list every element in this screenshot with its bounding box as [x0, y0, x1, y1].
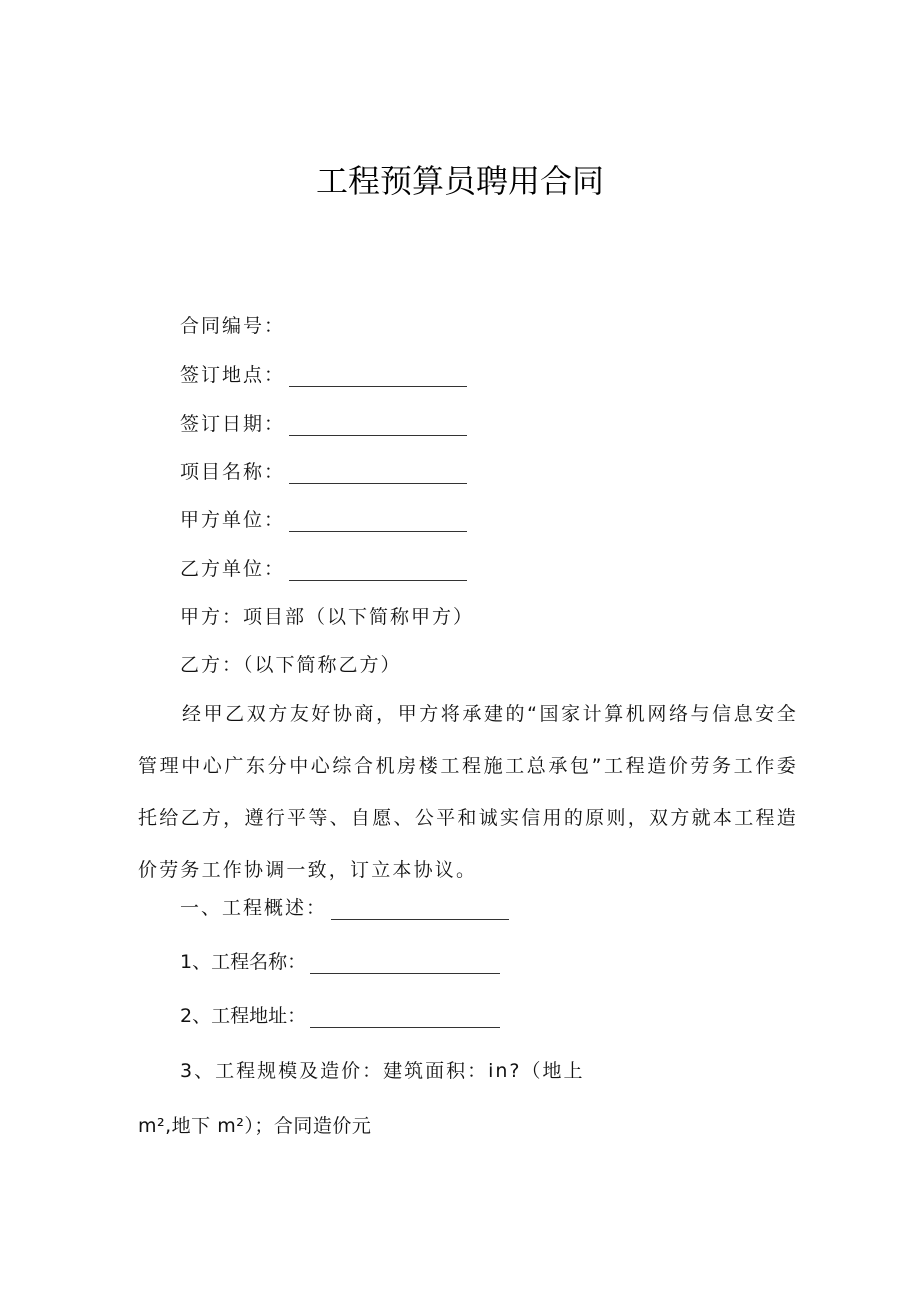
- section-overview-blank: [331, 903, 509, 920]
- party-a-unit-field: [180, 508, 467, 532]
- project-address-item: [180, 1004, 500, 1028]
- project-name-item-label: 1、工程名称：: [180, 951, 307, 973]
- party-b-unit-blank: [289, 564, 467, 581]
- party-b-unit-field: [180, 557, 467, 581]
- intro-paragraph: 经甲乙双方友好协商，甲方将承建的“国家计算机网络与信息安全管理中心广东分中心综合机房楼工程施工总承包”工程造价劳务工作委托给乙方，遵行平等、自愿、公平和诚实信用的原则，双方就本工程造价劳务工作协调一致，订立本协议。: [138, 703, 798, 881]
- party-b-unit-label: 乙方单位：: [180, 558, 286, 580]
- project-scale-item: 3、工程规模及造价：建筑面积：in?（地上: [180, 1060, 585, 1082]
- signing-date-label: 签订日期：: [180, 413, 286, 435]
- project-address-item-blank: [310, 1011, 500, 1028]
- signing-date-field: [180, 412, 467, 436]
- signing-place-label: 签订地点：: [180, 364, 286, 386]
- contract-number-label: 合同编号：: [180, 315, 286, 337]
- project-name-item: [180, 950, 500, 974]
- party-b-statement: 乙方：（以下简称乙方）: [180, 654, 402, 676]
- party-a-statement: 甲方：项目部（以下简称甲方）: [180, 606, 475, 628]
- project-name-item-blank: [310, 957, 500, 974]
- section-overview-heading: 一、工程概述：: [180, 897, 328, 919]
- project-name-label: 项目名称：: [180, 461, 286, 483]
- party-a-unit-label: 甲方单位：: [180, 509, 286, 531]
- contract-number-field: [180, 314, 285, 338]
- project-address-item-label: 2、工程地址：: [180, 1005, 307, 1027]
- project-name-blank: [289, 467, 467, 484]
- signing-place-field: [180, 363, 467, 387]
- party-a-unit-blank: [289, 515, 467, 532]
- project-name-field: [180, 460, 467, 484]
- project-scale-continuation: m²,地下 m²）；合同造价元: [138, 1115, 372, 1137]
- signing-date-blank: [289, 419, 467, 436]
- section-overview: [180, 896, 509, 920]
- document-title: 工程预算员聘用合同: [315, 162, 604, 200]
- signing-place-blank: [289, 370, 467, 387]
